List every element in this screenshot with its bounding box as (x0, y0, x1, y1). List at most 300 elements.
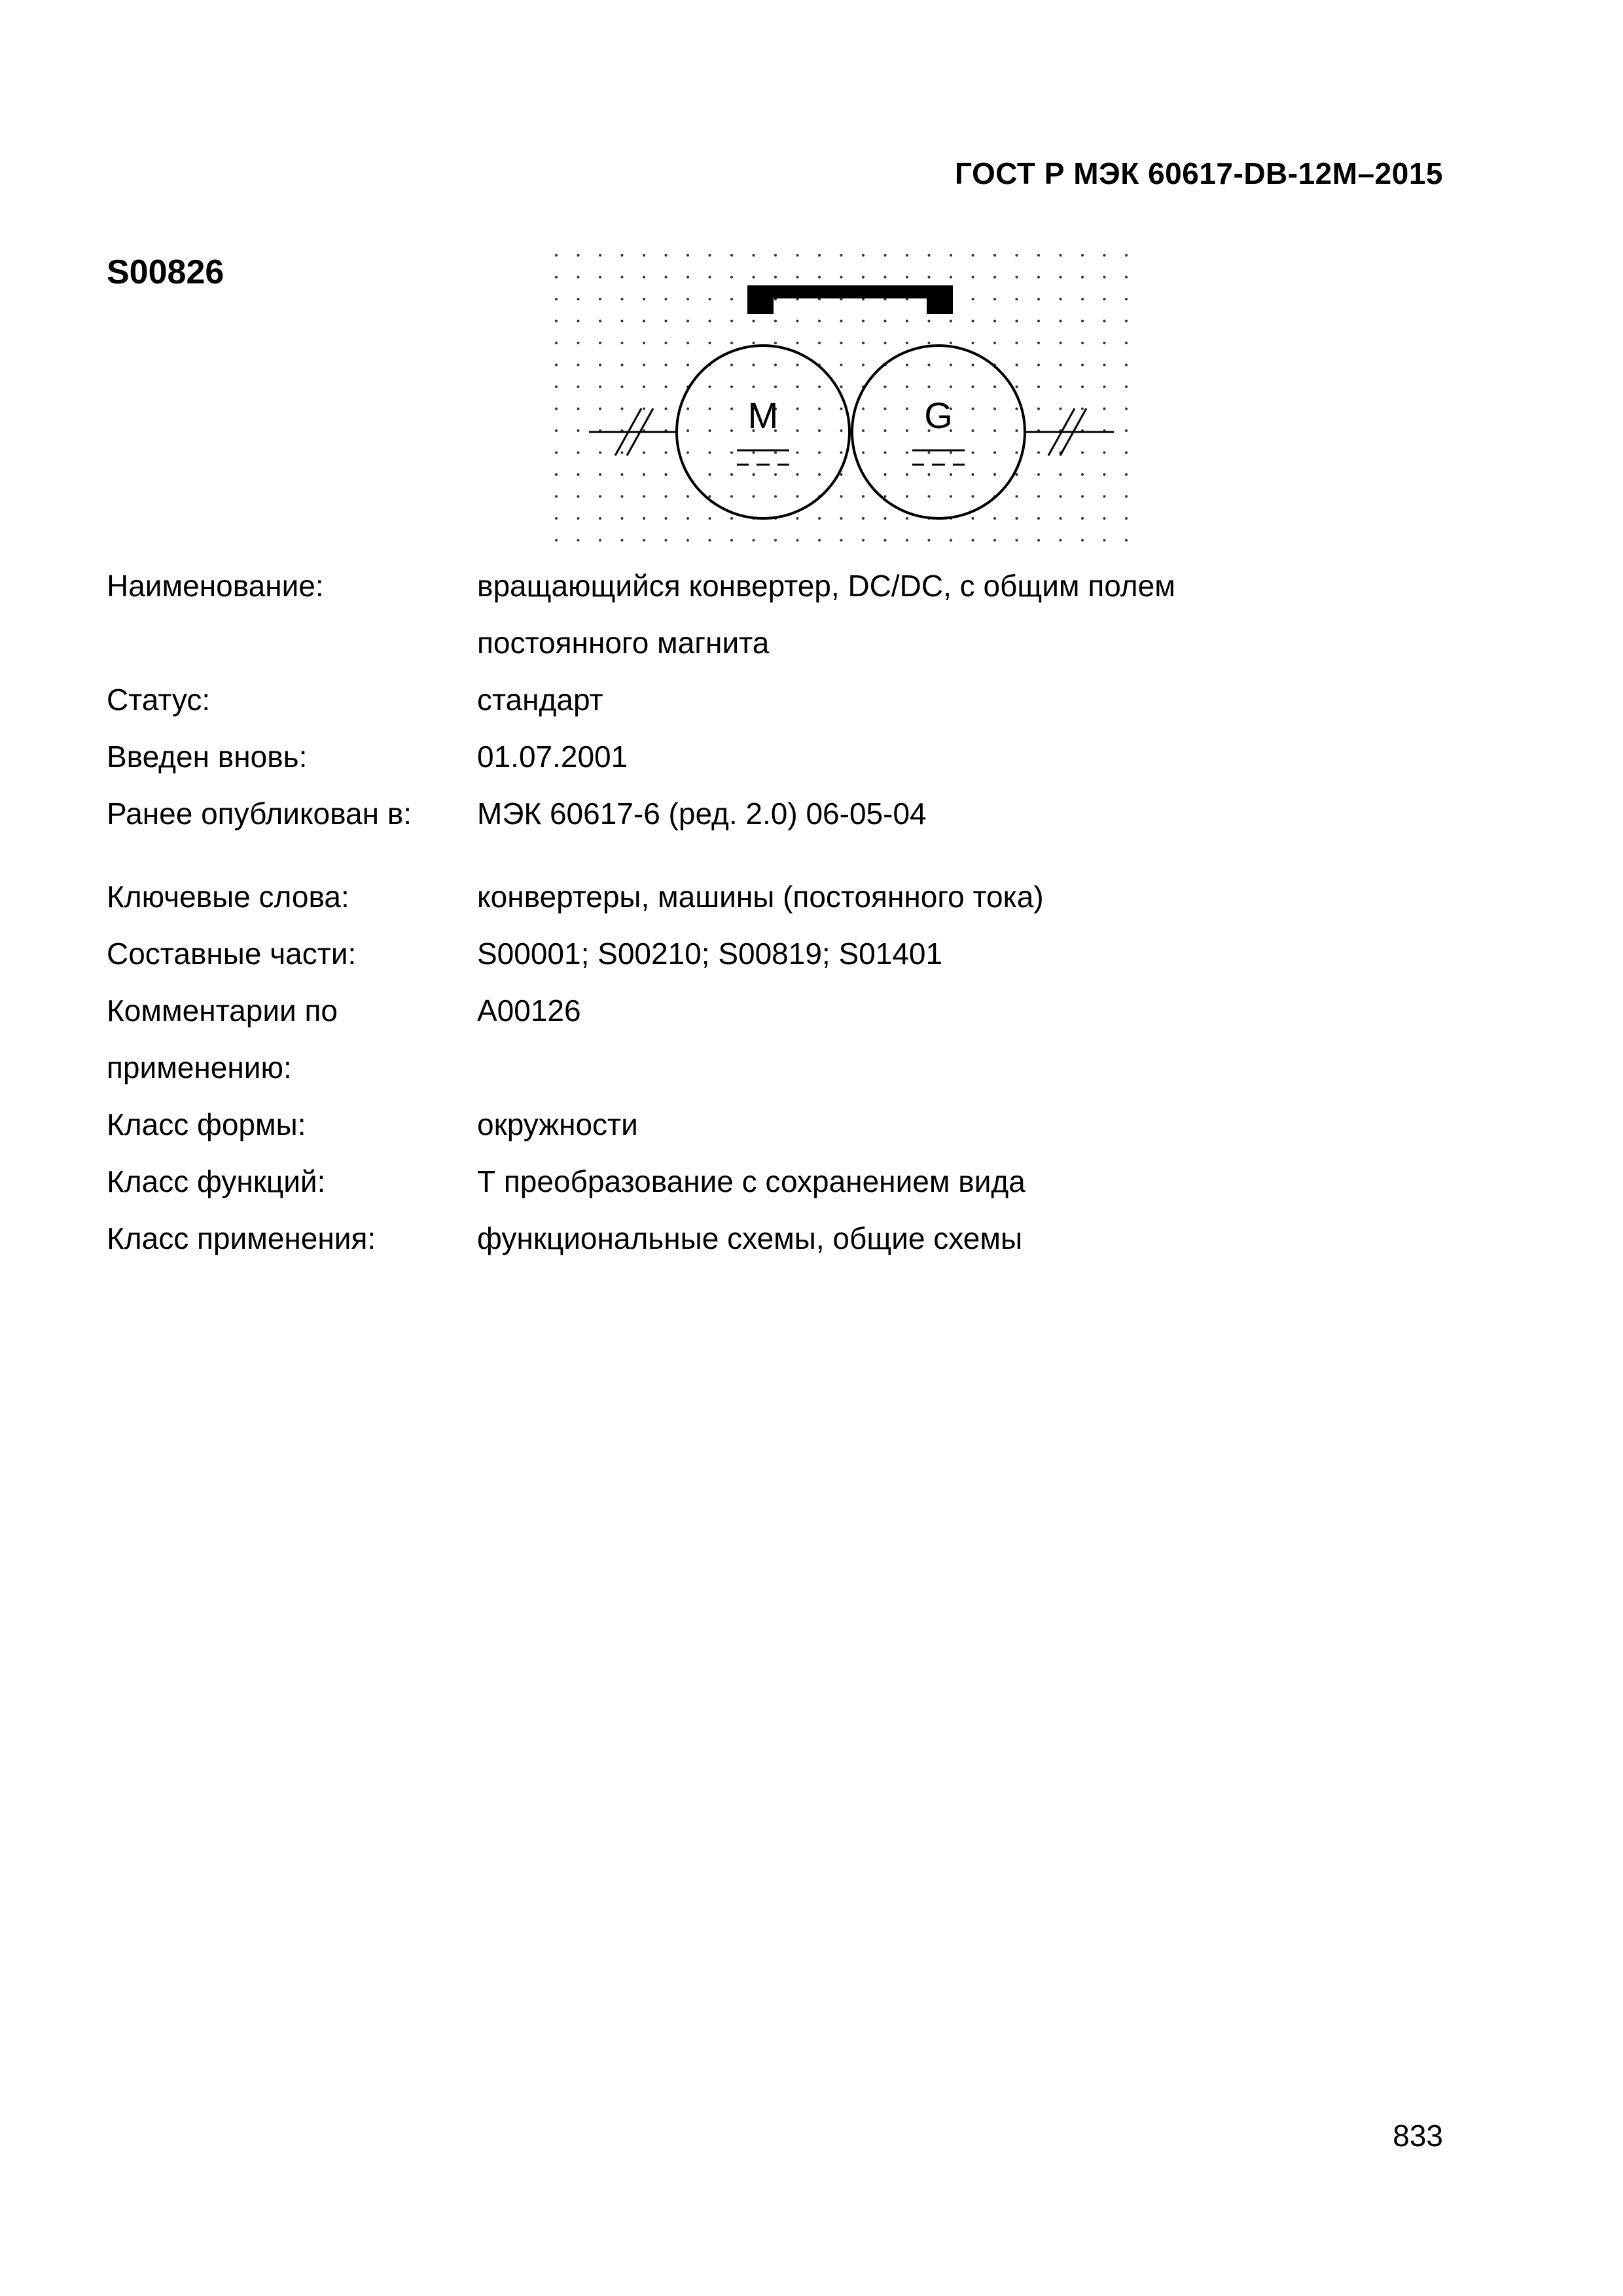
grid-dot (1016, 276, 1018, 279)
grid-dot (1060, 342, 1062, 344)
grid-dot (687, 298, 689, 300)
grid-dot (1103, 495, 1106, 498)
grid-dot (950, 364, 952, 367)
grid-dot (796, 276, 799, 279)
grid-dot (730, 517, 733, 520)
grid-dot (555, 276, 558, 279)
grid-dot (687, 254, 689, 257)
grid-dot (621, 517, 624, 520)
grid-dot (709, 517, 711, 520)
grid-dot (1081, 298, 1084, 300)
grid-dot (753, 276, 755, 279)
grid-dot (774, 254, 777, 257)
grid-dot (665, 517, 668, 520)
grid-dot (1016, 320, 1018, 323)
grid-dot (555, 386, 558, 388)
grid-dot (884, 254, 887, 257)
document-standard-title: ГОСТ Р МЭК 60617-DB-12M–2015 (955, 156, 1443, 190)
grid-dot (1103, 298, 1106, 300)
grid-dot (687, 495, 689, 498)
grid-dot (555, 320, 558, 323)
grid-dot (709, 539, 711, 542)
grid-dot (993, 254, 996, 257)
grid-dot (599, 276, 601, 279)
page-number: 833 (1393, 2119, 1443, 2153)
grid-dot (1060, 254, 1062, 257)
grid-dot (972, 342, 974, 344)
grid-dot (906, 429, 908, 432)
grid-dot (555, 539, 558, 542)
grid-dot (993, 517, 996, 520)
grid-dot (884, 342, 887, 344)
grid-dot (1125, 386, 1128, 388)
grid-dot (906, 408, 908, 410)
grid-dot (1060, 320, 1062, 323)
grid-dot (665, 408, 668, 410)
property-label: Введен вновь: (107, 740, 308, 774)
grid-dot (665, 254, 668, 257)
property-label: Комментарии по применению: (107, 994, 338, 1085)
grid-dot (774, 495, 777, 498)
grid-dot (1103, 452, 1106, 454)
grid-dot (753, 320, 755, 323)
grid-dot (621, 276, 624, 279)
grid-dot (577, 495, 580, 498)
grid-dot (884, 539, 887, 542)
properties-table (107, 558, 1442, 1267)
property-row-name (107, 558, 1442, 672)
grid-dot (599, 473, 601, 476)
grid-dot (774, 342, 777, 344)
grid-dot (796, 429, 799, 432)
grid-dot (796, 495, 799, 498)
grid-dot (774, 539, 777, 542)
grid-dot (1060, 298, 1062, 300)
grid-dot (950, 254, 952, 257)
property-row-published (107, 785, 1442, 842)
grid-dot (709, 452, 711, 454)
grid-dot (993, 473, 996, 476)
grid-dot (928, 364, 931, 367)
grid-dot (993, 408, 996, 410)
grid-dot (993, 276, 996, 279)
property-value: вращающийся конвертер, DC/DC, с общим полем постоянного магнита (477, 569, 1175, 660)
grid-dot (928, 320, 931, 323)
grid-dot (1037, 452, 1040, 454)
grid-dot (1037, 364, 1040, 367)
grid-dot (862, 254, 865, 257)
grid-dot (774, 452, 777, 454)
grid-dot (621, 539, 624, 542)
grid-dot (950, 276, 952, 279)
grid-dot (577, 386, 580, 388)
grid-dot (709, 298, 711, 300)
grid-dot (753, 254, 755, 257)
grid-dot (972, 408, 974, 410)
grid-dot (840, 276, 843, 279)
grid-dot (1060, 276, 1062, 279)
grid-dot (818, 254, 821, 257)
grid-dot (665, 276, 668, 279)
grid-dot (1103, 276, 1106, 279)
converter-symbol-svg (543, 242, 1158, 556)
grid-dot (1081, 342, 1084, 344)
grid-dot (1037, 276, 1040, 279)
grid-dot (906, 386, 908, 388)
grid-dot (884, 452, 887, 454)
grid-dot (1037, 408, 1040, 410)
grid-dot (818, 386, 821, 388)
grid-dot (643, 254, 645, 257)
grid-dot (1103, 364, 1106, 367)
grid-dot (730, 429, 733, 432)
grid-dot (862, 320, 865, 323)
grid-dot (993, 429, 996, 432)
grid-dot (862, 452, 865, 454)
grid-dot (928, 473, 931, 476)
grid-dot (1081, 364, 1084, 367)
grid-dot (730, 276, 733, 279)
grid-dot (840, 539, 843, 542)
grid-dot (709, 276, 711, 279)
grid-dot (1037, 517, 1040, 520)
grid-dot (950, 386, 952, 388)
grid-dot (709, 386, 711, 388)
grid-dot (862, 429, 865, 432)
grid-dot (1037, 254, 1040, 257)
grid-dot (1060, 473, 1062, 476)
grid-dot (1125, 473, 1128, 476)
grid-dot (972, 298, 974, 300)
grid-dot (730, 298, 733, 300)
grid-dot (840, 386, 843, 388)
grid-dot (1103, 320, 1106, 323)
grid-dot (972, 429, 974, 432)
grid-dot (972, 254, 974, 257)
property-label: Ранее опубликован в: (107, 797, 412, 831)
grid-dot (730, 539, 733, 542)
grid-dot (950, 320, 952, 323)
grid-dot (906, 452, 908, 454)
grid-dot (906, 342, 908, 344)
property-value: окружности (477, 1107, 638, 1141)
grid-dot (1016, 386, 1018, 388)
grid-dot (993, 386, 996, 388)
grid-dot (730, 254, 733, 257)
grid-dot (1125, 298, 1128, 300)
property-row-introduced (107, 728, 1442, 785)
grid-dot (862, 408, 865, 410)
grid-dot (1103, 408, 1106, 410)
grid-dot (577, 452, 580, 454)
grid-dot (1125, 539, 1128, 542)
property-value: МЭК 60617-6 (ред. 2.0) 06-05-04 (477, 797, 927, 831)
grid-dot (950, 539, 952, 542)
grid-dot (577, 429, 580, 432)
symbol-figure (543, 242, 1158, 556)
grid-dot (643, 364, 645, 367)
property-label: Ключевые слова: (107, 880, 349, 914)
grid-dot (1060, 364, 1062, 367)
grid-dot (1037, 473, 1040, 476)
property-label: Статус: (107, 683, 211, 717)
grid-dot (993, 298, 996, 300)
generator-letter: G (924, 395, 953, 436)
grid-dot (687, 364, 689, 367)
grid-dot (621, 364, 624, 367)
generator-dc-mark-icon (912, 450, 965, 465)
property-value: 01.07.2001 (477, 740, 628, 774)
grid-dot (709, 342, 711, 344)
property-row-status (107, 672, 1442, 728)
grid-dot (730, 386, 733, 388)
grid-dot (555, 495, 558, 498)
grid-dot (577, 320, 580, 323)
grid-dot (774, 320, 777, 323)
grid-dot (1016, 495, 1018, 498)
grid-dot (993, 452, 996, 454)
grid-dot (621, 254, 624, 257)
grid-dot (1060, 408, 1062, 410)
grid-dot (1125, 342, 1128, 344)
grid-dot (928, 452, 931, 454)
grid-dot (577, 342, 580, 344)
grid-dot (665, 452, 668, 454)
grid-dot (1016, 254, 1018, 257)
grid-dot (730, 408, 733, 410)
grid-dot (796, 452, 799, 454)
grid-dot (730, 320, 733, 323)
grid-dot (818, 539, 821, 542)
grid-dot (972, 495, 974, 498)
grid-dot (796, 364, 799, 367)
grid-dot (950, 495, 952, 498)
grid-dot (643, 473, 645, 476)
property-label: Класс формы: (107, 1107, 306, 1141)
grid-dot (1125, 408, 1128, 410)
grid-dot (993, 539, 996, 542)
grid-dot (972, 473, 974, 476)
property-value: Т преобразование с сохранением вида (477, 1164, 1026, 1198)
grid-dot (599, 254, 601, 257)
grid-dot (621, 298, 624, 300)
grid-dot (621, 320, 624, 323)
grid-dot (577, 276, 580, 279)
property-label: Наименование: (107, 569, 324, 603)
grid-dot (818, 342, 821, 344)
grid-dot (599, 298, 601, 300)
grid-dot (840, 452, 843, 454)
grid-dot (884, 320, 887, 323)
grid-dot (928, 386, 931, 388)
grid-dot (665, 473, 668, 476)
grid-dot (1037, 386, 1040, 388)
grid-dot (906, 276, 908, 279)
grid-dot (862, 517, 865, 520)
grid-dot (796, 408, 799, 410)
grid-dot (643, 495, 645, 498)
grid-dot (730, 342, 733, 344)
grid-dot (687, 517, 689, 520)
grid-dot (1103, 539, 1106, 542)
property-value: S00001; S00210; S00819; S01401 (477, 937, 943, 971)
grid-dot (1037, 539, 1040, 542)
grid-dot (840, 254, 843, 257)
grid-dot (818, 517, 821, 520)
grid-dot (709, 320, 711, 323)
grid-dot (884, 386, 887, 388)
grid-dot (906, 320, 908, 323)
grid-dot (906, 364, 908, 367)
grid-dot (599, 342, 601, 344)
grid-dot (862, 539, 865, 542)
grid-dot (709, 473, 711, 476)
grid-dot (599, 452, 601, 454)
grid-dot (1081, 320, 1084, 323)
permanent-magnet-bar (747, 285, 953, 314)
grid-dot (1016, 298, 1018, 300)
grid-dot (1037, 495, 1040, 498)
grid-dot (818, 452, 821, 454)
grid-dot (643, 539, 645, 542)
grid-dot (818, 408, 821, 410)
grid-dot (709, 429, 711, 432)
grid-dot (1103, 342, 1106, 344)
grid-dot (621, 495, 624, 498)
grid-dot (950, 342, 952, 344)
grid-dot (950, 452, 952, 454)
grid-dot (665, 495, 668, 498)
grid-dot (555, 364, 558, 367)
grid-dot (1081, 452, 1084, 454)
property-label: Составные части: (107, 937, 357, 971)
grid-dot (840, 408, 843, 410)
grid-dot (643, 298, 645, 300)
grid-dot (774, 364, 777, 367)
grid-dot (862, 276, 865, 279)
grid-dot (906, 254, 908, 257)
grid-dot (1081, 254, 1084, 257)
grid-dot (884, 495, 887, 498)
grid-dot (555, 473, 558, 476)
property-value: конвертеры, машины (постоянного тока) (477, 880, 1044, 914)
grid-dot (1125, 364, 1128, 367)
grid-dot (1081, 473, 1084, 476)
grid-dot (993, 320, 996, 323)
grid-dot (665, 386, 668, 388)
grid-dot (753, 539, 755, 542)
grid-dot (1016, 408, 1018, 410)
grid-dot (555, 254, 558, 257)
grid-dot (753, 495, 755, 498)
property-row-application-notes (107, 982, 1442, 1096)
grid-dot (577, 473, 580, 476)
grid-dot (774, 276, 777, 279)
grid-dot (972, 452, 974, 454)
grid-dot (753, 473, 755, 476)
grid-dot (928, 254, 931, 257)
grid-dot (555, 342, 558, 344)
grid-dot (577, 408, 580, 410)
grid-dot (884, 408, 887, 410)
grid-dot (687, 429, 689, 432)
grid-dot (687, 452, 689, 454)
grid-dot (796, 517, 799, 520)
grid-dot (928, 495, 931, 498)
grid-dot (796, 473, 799, 476)
grid-dot (599, 539, 601, 542)
grid-dot (621, 452, 624, 454)
grid-dot (774, 473, 777, 476)
grid-dot (621, 408, 624, 410)
grid-dot (928, 276, 931, 279)
grid-dot (818, 276, 821, 279)
motor-dc-mark-icon (737, 450, 789, 465)
grid-dot (643, 276, 645, 279)
grid-dot (1081, 539, 1084, 542)
grid-dot (1125, 254, 1128, 257)
grid-dot (1125, 429, 1128, 432)
grid-dot (687, 539, 689, 542)
grid-dot (840, 517, 843, 520)
grid-dot (840, 320, 843, 323)
grid-dot (577, 539, 580, 542)
grid-dot (599, 386, 601, 388)
grid-dot (730, 364, 733, 367)
grid-dot (906, 539, 908, 542)
grid-dot (665, 342, 668, 344)
grid-dot (972, 386, 974, 388)
grid-dot (577, 517, 580, 520)
grid-dot (665, 298, 668, 300)
grid-dot (1103, 517, 1106, 520)
grid-dot (862, 342, 865, 344)
grid-dot (1060, 539, 1062, 542)
grid-dot (730, 495, 733, 498)
grid-dot (840, 429, 843, 432)
symbol-code: S00826 (107, 253, 224, 291)
grid-dot (1037, 342, 1040, 344)
grid-dot (1081, 517, 1084, 520)
grid-dot (599, 517, 601, 520)
grid-dot (753, 364, 755, 367)
grid-dot (577, 254, 580, 257)
grid-dot (906, 517, 908, 520)
grid-dot (972, 517, 974, 520)
grid-dot (621, 342, 624, 344)
grid-dot (1016, 342, 1018, 344)
grid-dot (1037, 320, 1040, 323)
grid-dot (1037, 298, 1040, 300)
grid-dot (1016, 539, 1018, 542)
grid-dot (599, 408, 601, 410)
grid-dot (818, 473, 821, 476)
grid-dot (1016, 364, 1018, 367)
grid-dot (906, 473, 908, 476)
grid-dot (796, 539, 799, 542)
grid-dot (1125, 495, 1128, 498)
grid-dot (1103, 254, 1106, 257)
grid-dot (796, 320, 799, 323)
grid-dot (884, 276, 887, 279)
grid-dot (621, 386, 624, 388)
grid-dot (643, 408, 645, 410)
grid-dot (1081, 495, 1084, 498)
grid-dot (753, 342, 755, 344)
grid-dot (665, 539, 668, 542)
grid-dot (1060, 495, 1062, 498)
grid-dot (1103, 386, 1106, 388)
